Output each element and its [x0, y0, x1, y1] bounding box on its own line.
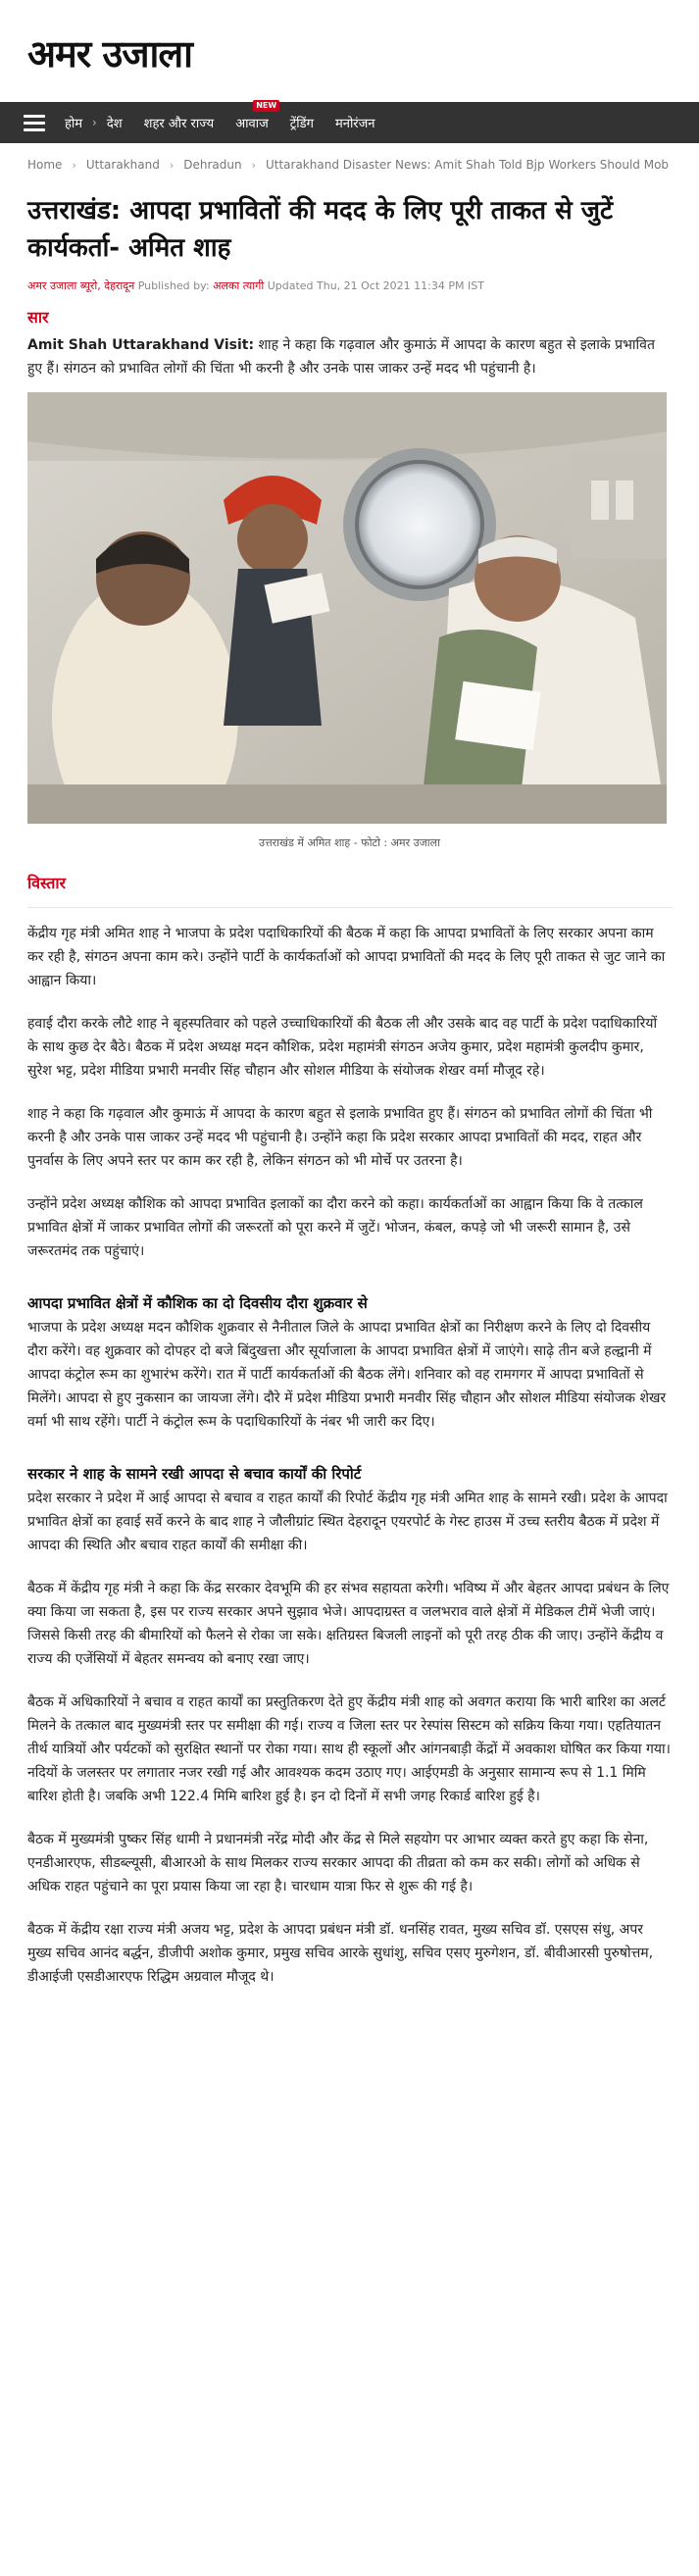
detail-label: विस्तार [27, 872, 672, 908]
breadcrumb-article: Uttarakhand Disaster News: Amit Shah Told Bjp Workers Should Mob [265, 158, 670, 172]
summary-label: सार [27, 308, 49, 327]
nav-item-awaaz[interactable] [235, 101, 277, 131]
chevron-right-icon: › [72, 158, 76, 172]
nav-home[interactable]: होम [65, 117, 83, 131]
chevron-right-icon: › [169, 158, 175, 172]
article-image[interactable] [27, 392, 667, 824]
article-paragraph: प्रदेश सरकार ने प्रदेश में आई आपदा से बचाव व राहत कार्यों की रिपोर्ट केंद्रीय गृह मंत्री अमित शाह के सामने रखी। प्रदेश के आपदा प्रभावित क्षेत्रों का हवाई सर्वे करने के बाद शाह ने जौलीग्रांट स्थित देहरादून एयरपोर्ट के गेस्ट हाउस में उच्च स्तरीय बैठक में प्रदेश में आपदा की स्थिति और बचाव राहत कार्यों की समीक्षा की। [27, 1490, 668, 1553]
article-paragraph: केंद्रीय गृह मंत्री अमित शाह ने भाजपा के प्रदेश पदाधिकारियों की बैठक में कहा कि आपदा प्रभावितों के लिए सरकार अपना काम कर रही है, संगठन अपना काम करे। उन्होंने पार्टी के कार्यकर्ताओं को आपदा प्रभावितों की मदद के लिए पूरी ताकत से जुट जाने का आह्वान किया। [27, 926, 666, 988]
chevron-right-icon: › [92, 116, 97, 129]
chevron-right-icon: › [251, 158, 256, 172]
helicopter-interior-photo [27, 392, 667, 824]
breadcrumb-dehradun[interactable]: Dehradun [183, 158, 242, 172]
breadcrumb-uttarakhand[interactable]: Uttarakhand [85, 158, 160, 172]
summary-text: शाह ने कहा कि गढ़वाल और कुमाऊं में आपदा के कारण बहुत से इलाके प्रभावित हुए हैं। संगठन को प्रभावित लोगों की चिंता भी करनी है और उनके पास जाकर उन्हें मदद भी पहुंचानी है। [27, 337, 655, 377]
breadcrumb [0, 143, 699, 186]
byline-author[interactable]: अलका त्यागी [213, 279, 265, 292]
byline-published-label: Published by: [137, 279, 210, 292]
article-paragraph: उन्होंने प्रदेश अध्यक्ष कौशिक को आपदा प्रभावित इलाकों का दौरा करने को कहा। कार्यकर्ताओं का आह्वान किया कि वे तत्काल प्रभावित क्षेत्रों में जाकर प्रभावित लोगों की जरूरतों को पूरा करने में जुटें। भोजन, कंबल, कपड़े जो भी जरूरी सामान है, उसे जरूरतमंद तक पहुंचाएं। [27, 1196, 643, 1259]
site-logo[interactable]: अमर उजाला [27, 31, 192, 76]
new-badge: NEW [253, 100, 279, 112]
article-byline [27, 278, 672, 294]
article-summary [27, 333, 672, 380]
article-paragraph: बैठक में मुख्यमंत्री पुष्कर सिंह धामी ने प्रधानमंत्री नरेंद्र मोदी और केंद्र से मिले सहयोग पर आभार व्यक्त करते हुए कहा कि सेना, एनडीआरएफ, सीडब्ल्यूसी, बीआरओ के साथ मिलकर राज्य सरकार आपदा की तीव्रता को कम कर सकी। लोगों को अधिक से अधिक राहत पहुंचाने का पूरा प्रयास किया जा रहा है। चारधाम यात्रा फिर से शुरू की गई है। [27, 1832, 649, 1894]
nav-item-awaaz-label: आवाज [235, 117, 269, 131]
article-paragraph: शाह ने कहा कि गढ़वाल और कुमाऊं में आपदा के कारण बहुत से इलाके प्रभावित हुए हैं। संगठन को प्रभावित लोगों की चिंता भी करनी है और उनके पास जाकर उन्हें मदद भी पहुंचानी है। उन्होंने कहा कि प्रदेश सरकार आपदा प्रभावितों की मदद, राहत और पुनर्वास के लिए अपने स्तर पर काम कर रही है, लेकिन संगठन को भी मोर्चे पर उतरना है। [27, 1106, 653, 1169]
nav-item-entertainment[interactable]: मनोरंजन [334, 117, 375, 131]
nav-item-desh[interactable]: देश [106, 117, 123, 131]
article [0, 192, 699, 1989]
byline-source[interactable]: अमर उजाला ब्यूरो, देहरादून [27, 279, 135, 292]
site-header [0, 0, 699, 102]
article-paragraph: हवाई दौरा करके लौटे शाह ने बृहस्पतिवार को पहले उच्चाधिकारियों की बैठक ली और उसके बाद वह पार्टी के प्रदेश पदाधिकारियों के साथ कुछ देर बैठे। बैठक में प्रदेश अध्यक्ष मदन कौशिक, प्रदेश महामंत्री संगठन अजेय कुमार, प्रदेश महामंत्री कुलदीप कुमार, सुरेश भट्ट, प्रदेश मीडिया प्रभारी मनवीर सिंह चौहान और सोशल मीडिया के संयोजक शेखर वर्मा मौजूद रहे। [27, 1016, 658, 1079]
main-nav [0, 102, 699, 143]
summary-lead: Amit Shah Uttarakhand Visit: [27, 337, 255, 353]
article-paragraph: बैठक में केंद्रीय रक्षा राज्य मंत्री अजय भट्ट, प्रदेश के आपदा प्रबंधन मंत्री डॉ. धनसिंह रावत, मुख्य सचिव डॉ. एसएस संधु, अपर मुख्य सचिव आनंद बर्द्धन, डीजीपी अशोक कुमार, प्रमुख सचिव आरके सुधांशु, सचिव एसए मुरुगेशन, डॉ. बीवीआरसी पुरुषोत्तम, डीआईजी एसडीआरएफ रिद्धिम अग्रवाल मौजूद थे। [27, 1922, 654, 1985]
image-caption: उत्तराखंड में अमित शाह - फोटो : अमर उजाला [259, 836, 440, 849]
article-subheading: आपदा प्रभावित क्षेत्रों में कौशिक का दो दिवसीय दौरा शुक्रवार से [27, 1294, 368, 1312]
nav-item-city-state[interactable]: शहर और राज्य [143, 117, 215, 131]
article-paragraph: बैठक में अधिकारियों ने बचाव व राहत कार्यों का प्रस्तुतिकरण देते हुए केंद्रीय मंत्री शाह को अवगत कराया कि भारी बारिश का अलर्ट मिलने के तत्काल बाद मुख्यमंत्री स्तर पर समीक्षा की गई। राज्य व जिला स्तर पर रेस्पांस सिस्टम को सक्रिय किया गया। एहतियातन तीर्थ यात्रियों और पर्यटकों को सुरक्षित स्थानों पर रोका गया। साथ ही स्कूलों और आंगनबाड़ी केंद्रों में अवकाश घोषित कर किया गया। नदियों के जलस्तर पर लगातार नजर रखी गई और आवश्यक कदम उठाए गए। आईएमडी के अनुसार सामान्य रूप से 1.1 मिमि बारिश होती है। जबकि अभी 122.4 मिमि बारिश हुई है। इन दो दिनों में सभी जगह रिकार्ड बारिश हुई है। [27, 1694, 671, 1804]
nav-item-trending[interactable]: ट्रेंडिंग [289, 117, 314, 131]
breadcrumb-home[interactable]: Home [27, 158, 63, 172]
byline-updated: Updated Thu, 21 Oct 2021 11:34 PM IST [267, 279, 484, 292]
article-title: उत्तराखंड: आपदा प्रभावितों की मदद के लिए पूरी ताकत से जुटें कार्यकर्ता- अमित शाह [27, 196, 614, 263]
article-subheading: सरकार ने शाह के सामने रखी आपदा से बचाव कार्यों की रिपोर्ट [27, 1465, 362, 1483]
menu-icon[interactable] [24, 115, 45, 131]
article-paragraph: बैठक में केंद्रीय गृह मंत्री ने कहा कि केंद्र सरकार देवभूमि की हर संभव सहायता करेगी। भविष्य में और बेहतर आपदा प्रबंधन के लिए क्या किया जा सकता है, इस पर राज्य सरकार अपने सुझाव भेजे। आपदाग्रस्त व जलभराव वाले क्षेत्रों में मेडिकल टीमें भेजी जाएं। जिससे किसी तरह की बीमारियों को फैलने से रोका जा सके। क्षतिग्रस्त बिजली लाइनों को पूरी तरह ठीक की जाए। उन्होंने केंद्रीय व राज्य की एजेंसियों में बेहतर समन्वय को बनाए रखा जाए। [27, 1581, 670, 1667]
article-paragraph: भाजपा के प्रदेश अध्यक्ष मदन कौशिक शुक्रवार से नैनीताल जिले के आपदा प्रभावित क्षेत्रों का निरीक्षण करने के लिए दो दिवसीय दौरा करेंगे। वह शुक्रवार को दोपहर दो बजे बिंदुखत्ता और सूर्याजाला के आपदा प्रभावित क्षेत्रों में जाएंगे। साढ़े तीन बजे हल्द्वानी में आपदा कंट्रोल रूम का शुभारंभ करेंगे। रात में पार्टी कार्यकर्ताओं की बैठक लेंगे। शनिवार को वह रामगगर में आपदा प्रभावितों से मिलेंगे। आपदा से हुए नुकसान का जायजा लेंगे। दौरे में प्रदेश मीडिया प्रभारी मनवीर सिंह चौहान और सोशल मीडिया संयोजक शेखर वर्मा भी साथ रहेंगे। पार्टी ने कंट्रोल रूम के पदाधिकारियों के नंबर भी जारी कर दिए। [27, 1320, 667, 1430]
